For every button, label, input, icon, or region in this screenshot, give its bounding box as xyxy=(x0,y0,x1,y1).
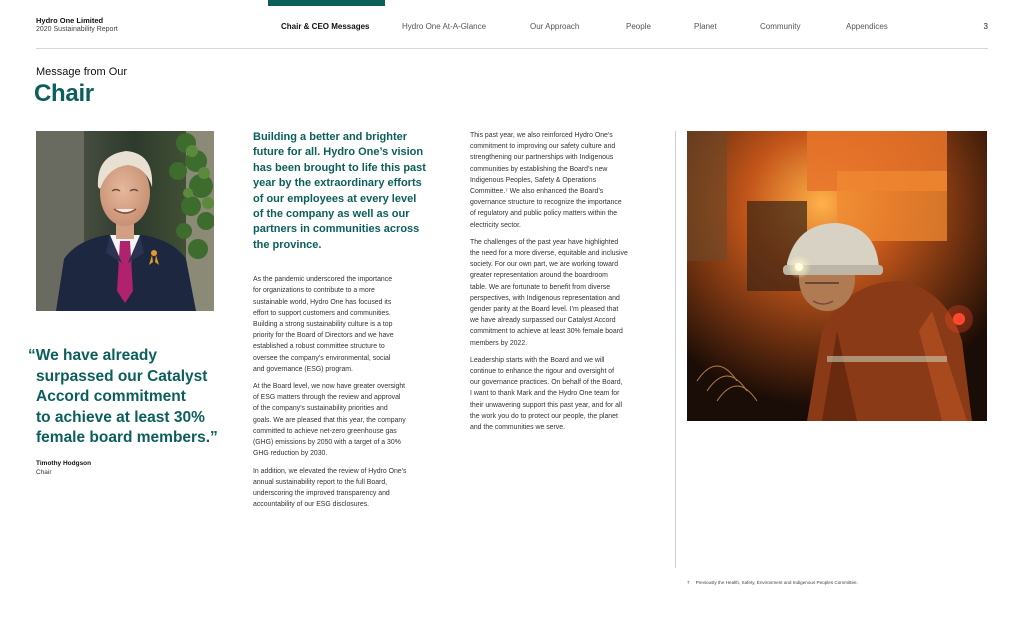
active-tab-indicator xyxy=(268,0,385,6)
body-paragraph xyxy=(253,274,443,375)
footnote xyxy=(687,580,858,585)
org-name: Hydro One Limited xyxy=(36,16,104,25)
text-line: GHG reduction by 2030. xyxy=(253,450,328,458)
pull-quote-line: Accord commitment xyxy=(36,388,186,405)
text-line: governance structure to recognize the importance xyxy=(470,199,622,207)
text-line: greater representation around the boardroom xyxy=(470,272,608,280)
text-line: and governance (ESG) program. xyxy=(253,365,353,373)
text-line: goals. We are pleased that this year, the company xyxy=(253,416,406,424)
body-paragraph xyxy=(470,130,665,231)
text-line: sustainable world, Hydro One has focused its xyxy=(253,298,392,306)
lead-paragraph xyxy=(253,130,443,253)
pull-quote xyxy=(28,346,233,449)
text-line: of the company’s sustainability priorities and xyxy=(253,405,388,413)
text-line: our governance practices. On behalf of the Board, xyxy=(470,379,623,387)
text-line: of ESG matters through the review and approval xyxy=(253,394,401,402)
section-nav xyxy=(0,22,1024,34)
text-line: (GHG) emissions by 2050 with a target of a 30% xyxy=(253,439,401,447)
pull-quote-line: female board members.” xyxy=(36,429,218,446)
quote-attribution-role: Chair xyxy=(36,469,52,476)
nav-item-our-approach[interactable]: Our Approach xyxy=(530,22,580,31)
text-line: As the pandemic underscored the importance xyxy=(253,276,393,284)
nav-item-people[interactable]: People xyxy=(626,22,651,31)
lead-line: year by the extraordinary efforts xyxy=(253,177,422,190)
pull-quote-line: surpassed our Catalyst xyxy=(36,367,208,385)
lead-line: of our employees at every level xyxy=(253,192,417,205)
lead-line: has been brought to life this past xyxy=(253,161,426,174)
nav-item-planet[interactable]: Planet xyxy=(694,22,717,31)
text-line: I want to thank Mark and the Hydro One team for xyxy=(470,390,620,398)
lead-line: the province. xyxy=(253,238,322,251)
text-line: At the Board level, we now have greater oversight xyxy=(253,383,406,391)
body-paragraph xyxy=(253,381,443,459)
header-divider xyxy=(36,48,988,49)
body-paragraph xyxy=(253,466,443,511)
lineworker-photo xyxy=(687,131,987,421)
text-line: perspectives, with Indigenous representation and xyxy=(470,294,620,302)
quote-attribution-name: Timothy Hodgson xyxy=(36,460,92,467)
text-line: underscoring the improved transparency and xyxy=(253,489,390,497)
text-line: Indigenous Peoples, Safety & Operations xyxy=(470,176,597,184)
text-line: effort to support customers and communities. xyxy=(253,309,391,317)
nav-item-at-a-glance[interactable]: Hydro One At-A-Glance xyxy=(402,22,487,31)
page-number: 3 xyxy=(983,22,988,31)
nav-item-community[interactable]: Community xyxy=(760,22,801,31)
pull-quote-line: to achieve at least 30% xyxy=(36,408,205,426)
message-column-1 xyxy=(253,130,443,516)
text-line: The challenges of the past year have highlighted xyxy=(470,238,619,246)
text-line: and the communities we serve. xyxy=(470,424,565,432)
nav-item-chair-ceo-messages[interactable]: Chair & CEO Messages xyxy=(281,22,370,31)
pull-quote-line: “We have already xyxy=(28,347,157,364)
text-line: In addition, we elevated the review of Hydro One’s xyxy=(253,467,407,475)
text-line: commitment to improving our safety culture and xyxy=(470,143,616,151)
text-line: continue to enhance the rigour and oversight of xyxy=(470,368,615,376)
chair-portrait-photo xyxy=(36,131,214,311)
text-line: Leadership starts with the Board and we will xyxy=(470,356,605,364)
text-line: annual sustainability report to the full Board, xyxy=(253,478,388,486)
body-paragraph xyxy=(470,355,665,433)
report-name: 2020 Sustainability Report xyxy=(36,26,118,33)
text-line: gender parity at the Board level. I’m pleased that xyxy=(470,306,619,314)
footnote-marker: 7 xyxy=(687,580,690,585)
text-line: communities by establishing the Board’s new xyxy=(470,165,608,173)
text-line: This past year, we also reinforced Hydro One’s xyxy=(470,132,613,139)
lead-line: Building a better and brighter xyxy=(253,131,408,143)
text-line: we have already surpassed our Catalyst Accord xyxy=(470,317,616,325)
text-line: of regulatory and public policy matters within the xyxy=(470,210,618,218)
text-line: established a robust committee structure to xyxy=(253,343,385,351)
text-line: commitment to achieve at least 30% female board xyxy=(470,328,623,336)
text-line: accountability of our ESG disclosures. xyxy=(253,501,370,509)
lead-line: partners in communities across xyxy=(253,223,420,236)
body-paragraph xyxy=(470,237,665,349)
text-line: the need for a more diverse, equitable and inclusive xyxy=(470,250,628,258)
message-column-2 xyxy=(470,130,665,439)
text-line: table. We are fortunate to benefit from diverse xyxy=(470,283,611,291)
text-line: for organizations to contribute to a more xyxy=(253,287,375,295)
text-line: their unwavering support this past year, and for all xyxy=(470,401,623,409)
page-pretitle: Message from Our xyxy=(36,66,128,78)
lead-line: future for all. Hydro One’s vision xyxy=(253,146,424,159)
column-divider xyxy=(675,131,676,568)
text-line: strengthening our partnerships with Indigenous xyxy=(470,154,614,162)
text-line: the work you do to protect our people, the planet xyxy=(470,412,618,420)
nav-item-appendices[interactable]: Appendices xyxy=(846,22,888,31)
text-line: members by 2022. xyxy=(470,339,528,347)
text-line: society. For our own part, we are working toward xyxy=(470,261,619,269)
page-title: Chair xyxy=(34,80,94,107)
text-line: priority for the Board of Directors and we have xyxy=(253,332,394,340)
footnote-text: Previously the Health, Safety, Environment and Indigenous Peoples Committee. xyxy=(695,580,858,585)
text-line: Building a strong sustainability culture is a top xyxy=(253,321,393,329)
text-line: electricity sector. xyxy=(470,221,521,229)
lead-line: of the company as well as our xyxy=(253,208,410,221)
text-line: oversee the company’s environmental, social xyxy=(253,354,391,362)
text-line: committed to achieve net-zero greenhouse gas xyxy=(253,427,397,435)
text-line: Committee.⁷ We also enhanced the Board’s xyxy=(470,188,604,196)
